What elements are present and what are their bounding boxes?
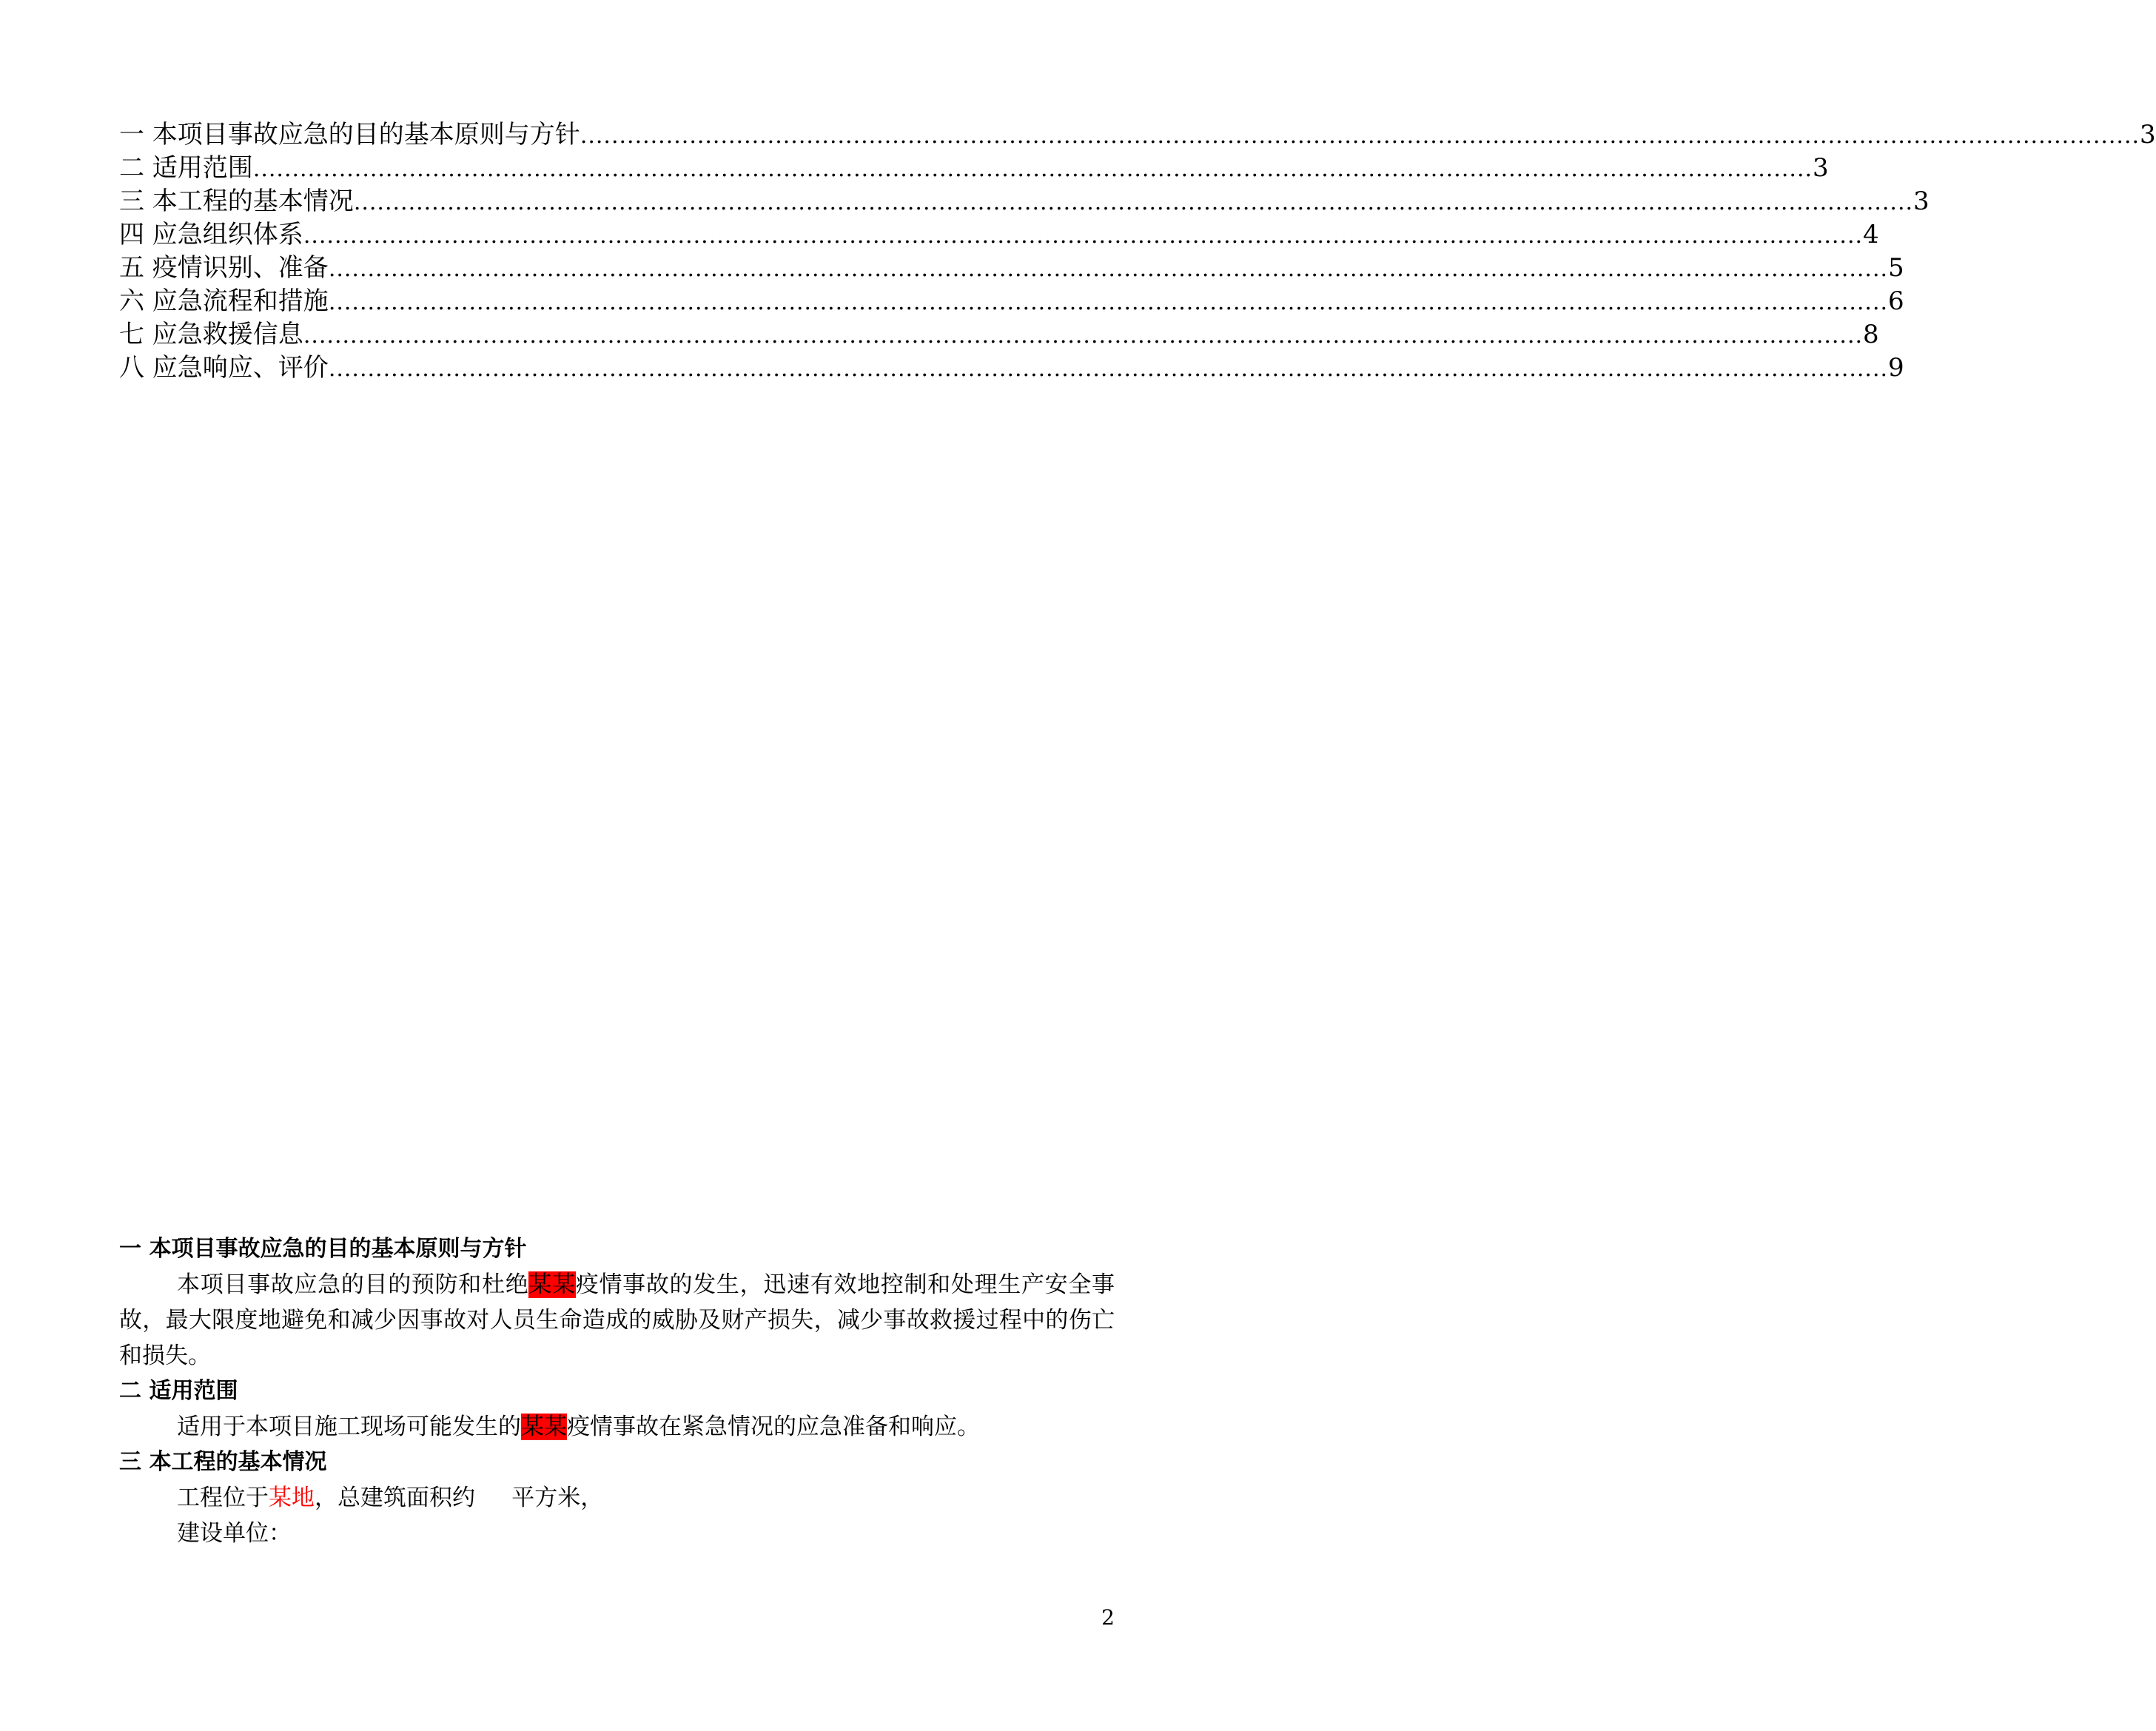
- toc-entry-page: 3: [2140, 120, 2156, 149]
- paragraph-text: 适用于本项目施工现场可能发生的: [177, 1414, 521, 1440]
- toc-entry-title: 七 应急救援信息: [119, 320, 303, 349]
- toc-entry[interactable]: [119, 318, 1879, 352]
- toc-entry-page: 6: [1888, 286, 1904, 316]
- section-paragraph: [119, 1480, 1115, 1516]
- red-placeholder-text: 某地: [269, 1485, 315, 1511]
- toc-leader-dots: ........................................................................................................................................................................................................: [580, 123, 2140, 149]
- toc-entry-title: 八 应急响应、评价: [119, 353, 329, 383]
- page-number: 2: [1101, 1605, 1115, 1630]
- highlighted-placeholder: 某某: [521, 1414, 567, 1440]
- toc-entry-page: 3: [1913, 186, 1930, 216]
- toc-entry[interactable]: [119, 185, 1930, 218]
- toc-entry-page: 4: [1863, 220, 1879, 249]
- paragraph-text: ，总建筑面积约 平方米，: [315, 1485, 604, 1511]
- toc-entry-title: 六 应急流程和措施: [119, 286, 329, 316]
- toc-entry-title: 四 应急组织体系: [119, 220, 303, 249]
- toc-leader-dots: ........................................................................................................................................................................................................: [328, 289, 1889, 315]
- toc-entry[interactable]: [119, 352, 1904, 385]
- toc-leader-dots: ........................................................................................................................................................................................................: [303, 323, 1864, 349]
- toc-entry-page: 9: [1888, 353, 1904, 383]
- toc-leader-dots: ........................................................................................................................................................................................................: [303, 223, 1864, 249]
- section-paragraph: 建设单位：: [177, 1520, 292, 1547]
- toc-entry-title: 三 本工程的基本情况: [119, 186, 354, 216]
- section-heading: 二 适用范围: [119, 1378, 238, 1404]
- toc-entry-page: 3: [1813, 153, 1829, 183]
- toc-entry[interactable]: [119, 152, 1829, 185]
- toc-entry[interactable]: [119, 285, 1904, 318]
- highlighted-placeholder: 某某: [528, 1271, 576, 1298]
- toc-leader-dots: ........................................................................................................................................................................................................: [353, 189, 1914, 215]
- paragraph-text: 工程位于: [177, 1485, 269, 1511]
- toc-entry[interactable]: [119, 252, 1904, 285]
- document-body: [119, 1231, 1115, 1551]
- toc-entry-page: 5: [1888, 253, 1904, 283]
- toc-entry[interactable]: [119, 218, 1879, 252]
- toc-entry-title: 二 适用范围: [119, 153, 253, 183]
- toc-entry-title: 一 本项目事故应急的目的基本原则与方针: [119, 120, 580, 149]
- toc-entry[interactable]: [119, 118, 2156, 152]
- toc-entry-page: 8: [1863, 320, 1879, 349]
- paragraph-text: 疫情事故的发生，迅速有效地控制和处理生产安全事故，最大限度地避免和减少因事故对人员生命造成的威胁及财产损失，减少事故救援过程中的伤亡和损失。: [119, 1271, 1115, 1369]
- toc-leader-dots: ........................................................................................................................................................................................................: [328, 256, 1889, 282]
- toc-entry-title: 五 疫情识别、准备: [119, 253, 329, 283]
- section-heading: 三 本工程的基本情况: [119, 1449, 327, 1475]
- section-paragraph: [119, 1409, 1115, 1445]
- toc-leader-dots: ........................................................................................................................................................................................................: [252, 156, 1813, 182]
- section-heading: 一 本项目事故应急的目的基本原则与方针: [119, 1236, 527, 1262]
- toc-leader-dots: ........................................................................................................................................................................................................: [328, 356, 1889, 382]
- table-of-contents: [119, 118, 2156, 385]
- paragraph-text: 本项目事故应急的目的预防和杜绝: [177, 1271, 529, 1298]
- section-paragraph: [119, 1267, 1115, 1374]
- paragraph-text: 疫情事故在紧急情况的应急准备和响应。: [567, 1414, 980, 1440]
